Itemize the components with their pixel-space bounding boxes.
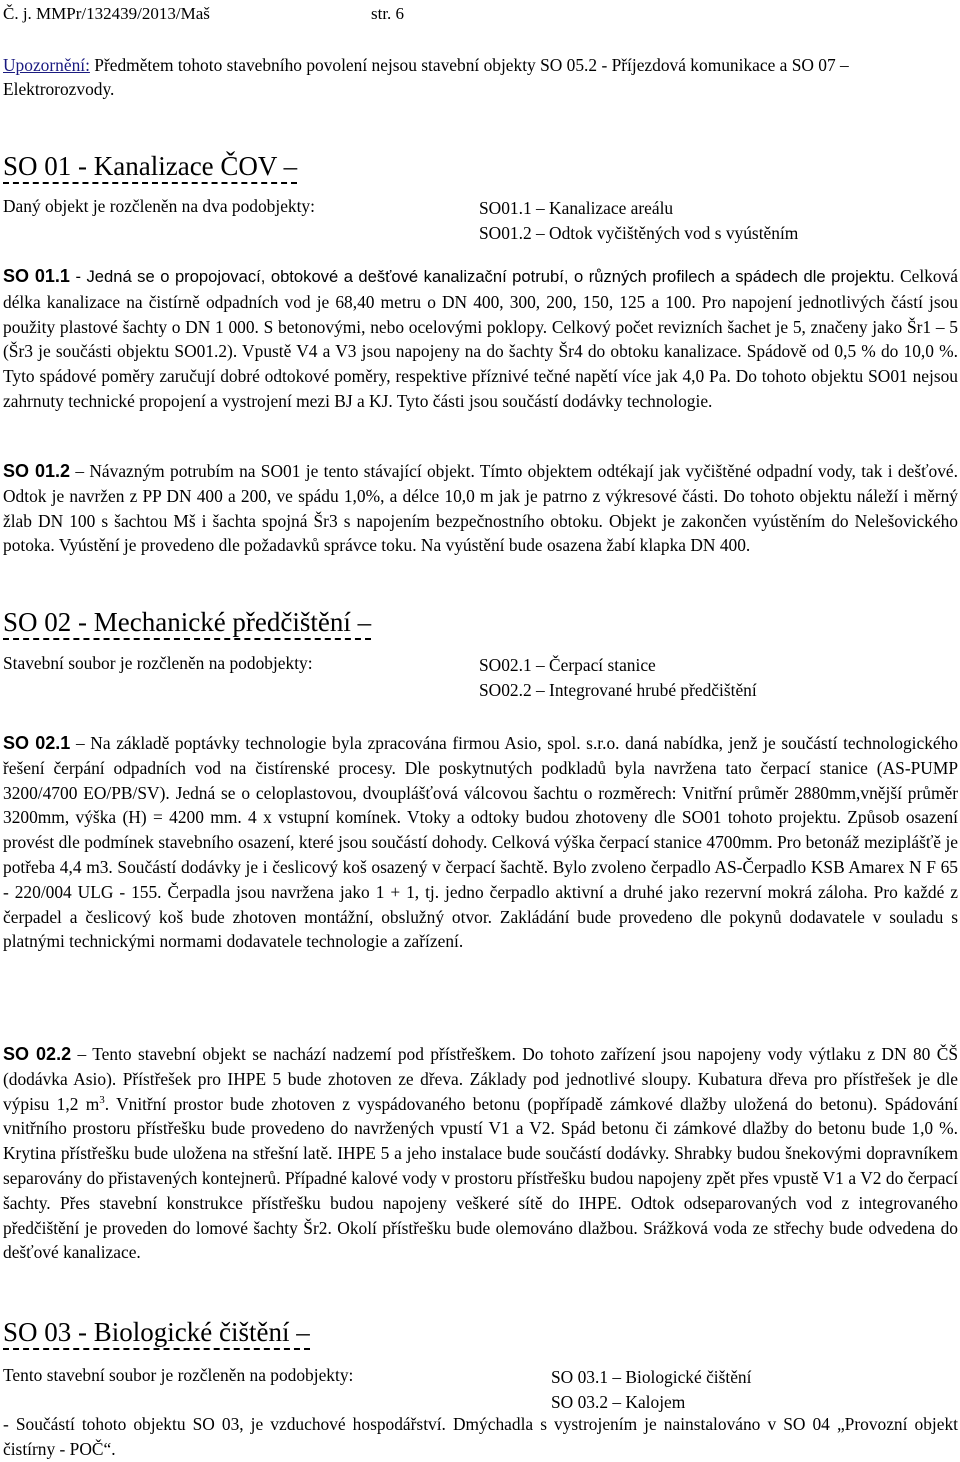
notice-label: Upozornění: — [3, 55, 90, 75]
paragraph-so02-2: SO 02.2 – Tento stavební objekt se nachází nadzemí pod přístřeškem. Do tohoto zařízení jsou napojeny vody výtlaku z DN 80 ČŠ (dodávka Asio). Přístřešek pro IHPE 5 bude zhotoven ze dřeva. Základy pod jednotlivé sloupy. Kubatura dřeva pro přístřešek je dle výpisu 1,2 $m^3$. Vnitřní prostor bude zhotoven z vyspádovaného betonu (popřípadě zámkové dlažby uložená do betonu). Spádování vnitřního prostoru přístřešku bude provedeno do navržených vpustí V1 a V2. Spád betonu či zámkové dlažby do betonu bude 1,0 %. Krytina přístřešku bude uložena na střešní latě. IHPE 5 a jeho instalace bude součástí dodávky. Shrabky budou šnekovými dopravníkem separovány do přistavených kontejnerů. Případné kalové vody v prostoru přístřešku budou napojeny zpět přes vpustě V1 a V2 do čerpací šachty. Přes stavební konstrukce přístřešku budou napojeny veškeré sítě do IHPE. Odtok odseparovaných vod z integrovaného předčištění je proveden do lomové šachty Šr2. Okolí přístřešku bude olemováno dlažbou. Srážková voda ze střechy bude odvedena do dešťové kanalizace. — [3, 1044, 959, 1263]
subobject-item: SO 03.2 – Kalojem — [551, 1392, 686, 1412]
section-heading-so02: SO 02 - Mechanické předčištění – — [3, 606, 371, 638]
object-code: SO 02.1 — [3, 733, 71, 753]
paragraph-so01-2: SO 01.2 – Návazným potrubím na SO01 je tento stávající objekt. Tímto objektem odtékají jak vyčištěné odpadní vody, tak i dešťové. Odtok je navržen z PP DN 400 a 200, ve spádu 1,0%, a délce 10,0 m jak je patrno z výkresové části. Do tohoto objektu náleží i měrný žlab DN 100 s šachtou Mš i šachta spojná Šr3 s napojením bezpečnostního obtoku. Objekt je zakončen vyústěním do Nelešovického potoka. Vyústění je provedeno dle požadavků správce toku. Na vyústění bude osazena žabí klapka DN 400. — [3, 461, 958, 556]
subobject-intro: Daný objekt je rozčleněn na dva podobjekty: — [3, 196, 315, 216]
subobject-intro: Stavební soubor je rozčleněn na podobjekty: — [3, 653, 313, 673]
subobject-intro: Tento stavební soubor je rozčleněn na podobjekty: — [3, 1365, 354, 1385]
subobject-row-so02 — [3, 653, 958, 703]
paragraph-so01-1: SO 01.1 - Jedná se o propojovací, obtokové a dešťové kanalizační potrubí, o různých profilech a spádech dle projektu. Celková délka kanalizace na čistírně odpadních vod je 68,40 metru o DN 400, 300, 200, 150, 125 a 100. Pro napojení jednotlivých částí jsou použity plastové šachty o DN 1 000. S betonovými, nebo ocelovými poklopy. Celkový počet revizních šachet je 5, značeny jako Šr1 – 5 (Šr3 je součásti objektu SO01.2). Vpustě V4 a V3 jsou napojeny na do šachty Šr4 do obtoku kanalizace. Spádově od 0,5 % do 10,0 %. Tyto spádové poměry zaručují dobré odtokové poměry, respektive příznivé tečné napětí více jak 4,0 Pa. Do tohoto objektu SO01 nejsou zahrnuty technické propojení a vystrojení mezi BJ a KJ. Tyto části jsou součástí dodávky technologie. — [3, 266, 958, 411]
section-heading-so03: SO 03 - Biologické čištění – — [3, 1316, 310, 1348]
subobject-list — [479, 196, 798, 246]
subobject-item: SO02.2 – Integrované hrubé předčištění — [479, 680, 757, 700]
subobject-row-so01 — [3, 196, 958, 246]
object-code: SO 01.2 — [3, 461, 71, 481]
subobject-item: SO01.1 – Kanalizace areálu — [479, 198, 674, 218]
notice — [3, 53, 958, 101]
object-code: SO 01.1 — [3, 266, 70, 286]
section-heading-so01: SO 01 - Kanalizace ČOV – — [3, 150, 297, 182]
page-number: str. 6 — [371, 4, 405, 23]
subobject-item: SO01.2 – Odtok vyčištěných vod s vyústěním — [479, 223, 799, 243]
object-code: SO 02.2 — [3, 1044, 72, 1064]
paragraph-so02-1: SO 02.1 – Na základě poptávky technologie byla zpracována firmou Asio, spol. s.r.o. daná nabídka, jenž je součástí technologického řešení čerpání odpadních vod na čistírenské procesy. Dle poskytnutých podkladů byla navržena tato čerpací stanice (AS-PUMP 3200/4700 EO/PB/SV). Jedná se o celoplastovou, dvouplášťová válcovou šachtu o rozměrech: Vnitřní průměr 2880mm,vnější průměr 3200mm, výška (H) = 4200 mm. 4 x vstupní komínek. Vtoky a odtoky budou zhotoveny dle SO01 tohoto projektu. Způsob osazení provést dle podmínek stavebního osazení, které jsou součástí dohody. Celková výška čerpací stanice 4700mm. Pro betonáž meziplášťě je potřeba 4,4 m3. Součástí dodávky je i česlicový koš osazený v čerpací šachtě. Bylo zvoleno čerpadlo AS-Čerpadlo KSB Amarex N F 65 - 220/004 ULG - 155. Čerpadla jsou navržena jako 1 + 1, tj. jedno čerpadlo aktivní a druhé jako rezervní mokrá záloha. Pro každé z čerpadel a česlicový koš bude zhotoven montážní, obslužný otvor. Zakládání bude provedeno dle pokynů dodavatele v souladu s platnými technickými normami dodavatele technologie a zařízení. — [3, 733, 958, 952]
subobject-list — [551, 1365, 751, 1415]
subobject-list — [479, 653, 757, 703]
subobject-row-so03 — [3, 1365, 958, 1415]
reference-number: Č. j. MMPr/132439/2013/Maš — [3, 4, 210, 23]
subobject-item: SO02.1 – Čerpací stanice — [479, 655, 656, 675]
subobject-item: SO 03.1 – Biologické čištění — [551, 1367, 752, 1387]
paragraph-so03-1: - Součástí tohoto objektu SO 03, je vzduchové hospodářství. Dmýchadla s vystrojením je nainstalováno v SO 04 „Provozní objekt čistírny - POČ“. — [3, 1414, 958, 1459]
notice-text: Předmětem tohoto stavebního povolení nejsou stavební objekty SO 05.2 - Příjezdová komunikace a SO 07 – Elektrorozvody. — [3, 55, 849, 99]
